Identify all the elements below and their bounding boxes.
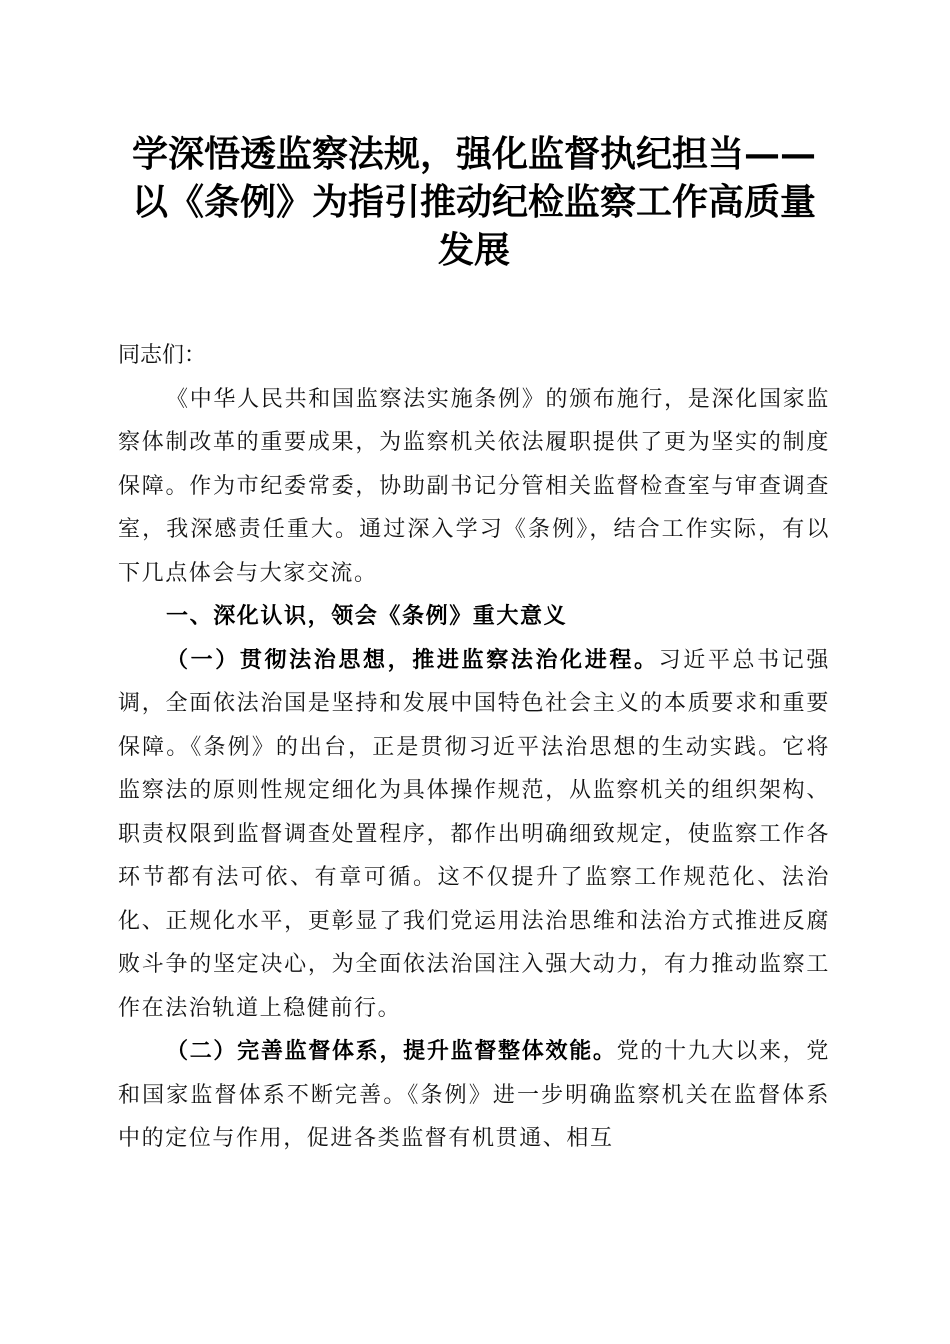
salutation: 同志们：	[118, 343, 207, 368]
item-body: 党的十九大以来，党和国家监督体系不断完善。《条例》进一步明确监察机关在监督体系中的定位与作用，促进各类监督有机贯通、相互	[118, 1039, 831, 1151]
intro-paragraph: 《中华人民共和国监察法实施条例》的颁布施行，是深化国家监察体制改革的重要成果，为监察机关依法履职提供了更为坚实的制度保障。作为市纪委常委，协助副书记分管相关监督检查室与审查调查室，我深感责任重大。通过深入学习《条例》，结合工作实际，有以下几点体会与大家交流。	[118, 386, 830, 586]
document-title: 学深悟透监察法规，强化监督执纪担当——以《条例》为指引推动纪检监察工作高质量发展	[131, 133, 816, 271]
item-lead: （一）贯彻法治思想，推进监察法治化进程。	[166, 647, 659, 673]
section-heading: 一、深化认识，领会《条例》重大意义	[166, 604, 568, 629]
document-page	[118, 130, 830, 1161]
section-item-1	[118, 639, 830, 1031]
item-body: 习近平总书记强调，全面依法治国是坚持和发展中国特色社会主义的本质要求和重要保障。《条例》的出台，正是贯彻习近平法治思想的生动实践。它将监察法的原则性规定细化为具体操作规范，从监察机关的组织架构、职责权限到监督调查处置程序，都作出明确细致规定，使监察工作各环节都有法可依、有章可循。这不仅提升了监察工作规范化、法治化、正规化水平，更彰显了我们党运用法治思维和法治方式推进反腐败斗争的坚定决心，为全面依法治国注入强大动力，有力推动监察工作在法治轨道上稳健前行。	[118, 647, 830, 1021]
section-item-2	[118, 1030, 830, 1161]
item-lead: （二）完善监督体系，提升监督整体效能。	[166, 1039, 617, 1064]
